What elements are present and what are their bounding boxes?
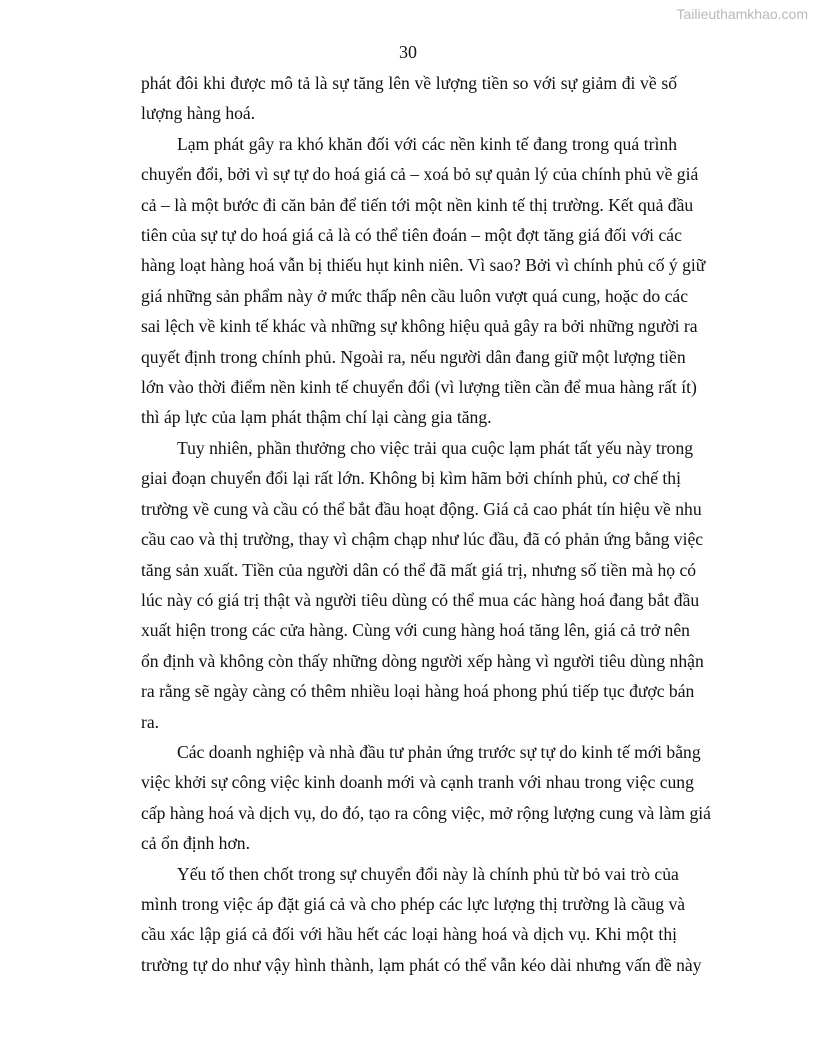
text-line: lượng hàng hoá. <box>141 103 256 124</box>
paragraph <box>141 433 704 737</box>
text-line: quyết định trong chính phủ. Ngoài ra, nếu người dân đang giữ một lượng tiền <box>141 346 686 367</box>
text-line: cấp hàng hoá và dịch vụ, do đó, tạo ra công việc, mở rộng lượng cung và làm giá <box>141 802 711 823</box>
text-line: hàng loạt hàng hoá vẫn bị thiếu hụt kinh niên. Vì sao? Bởi vì chính phủ cố ý giữ <box>141 255 706 276</box>
text-line: lớn vào thời điểm nền kinh tế chuyển đổi (vì lượng tiền cần để mua hàng rất ít) <box>141 377 697 398</box>
text-line: sai lệch về kinh tế khác và những sự không hiệu quả gây ra bởi những người ra <box>141 316 698 337</box>
text-line: ổn định và không còn thấy những dòng người xếp hàng vì người tiêu dùng nhận <box>141 650 704 671</box>
text-line: trường về cung và cầu có thể bắt đầu hoạt động. Giá cả cao phát tín hiệu về nhu <box>141 498 702 519</box>
text-line: việc khởi sự công việc kinh doanh mới và cạnh tranh với nhau trong việc cung <box>141 772 694 793</box>
text-line: giá những sản phẩm này ở mức thấp nên cầu luôn vượt quá cung, hoặc do các <box>141 285 689 306</box>
text-line: cả – là một bước đi căn bản để tiến tới một nền kinh tế thị trường. Kết quả đầu <box>141 194 694 215</box>
text-line: mình trong việc áp đặt giá cả và cho phép các lực lượng thị trường là cầug và <box>141 893 686 914</box>
text-line: Tuy nhiên, phần thưởng cho việc trải qua cuộc lạm phát tất yếu này trong <box>177 437 694 458</box>
text-line: tăng sản xuất. Tiền của người dân có thể đã mất giá trị, nhưng số tiền mà họ có <box>141 559 697 580</box>
text-line: ra. <box>141 711 160 732</box>
paragraph <box>141 737 711 859</box>
text-line: tiên của sự tự do hoá giá cả là có thể tiên đoán – một đợt tăng giá đối với các <box>141 225 682 246</box>
text-line: cầu xác lập giá cả đối với hầu hết các loại hàng hoá và dịch vụ. Khi một thị <box>141 924 677 945</box>
text-line: ra rằng sẽ ngày càng có thêm nhiều loại hàng hoá phong phú tiếp tục được bán <box>141 681 695 702</box>
paragraph <box>141 129 706 433</box>
text-line: Yếu tố then chốt trong sự chuyển đổi này là chính phủ từ bỏ vai trò của <box>177 863 679 884</box>
text-line: cầu cao và thị trường, thay vì chậm chạp như lúc đầu, đã có phản ứng bằng việc <box>141 529 704 550</box>
paragraph <box>141 68 677 129</box>
document-body <box>141 68 711 980</box>
text-line: xuất hiện trong các cửa hàng. Cùng với cung hàng hoá tăng lên, giá cả trở nên <box>141 620 690 641</box>
text-line: phát đôi khi được mô tả là sự tăng lên về lượng tiền so với sự giảm đi về số <box>141 73 677 93</box>
text-line: thì áp lực của lạm phát thậm chí lại càng gia tăng. <box>141 407 492 428</box>
text-line: lúc này có giá trị thật và người tiêu dùng có thể mua các hàng hoá đang bắt đầu <box>141 589 700 610</box>
text-line: cả ổn định hơn. <box>141 833 250 854</box>
text-line: giai đoạn chuyển đổi lại rất lớn. Không bị kìm hãm bởi chính phủ, cơ chế thị <box>141 468 681 489</box>
paragraph <box>141 859 702 981</box>
page-number: 30 <box>399 42 417 62</box>
text-line: Các doanh nghiệp và nhà đầu tư phản ứng trước sự tự do kinh tế mới bằng <box>177 741 701 762</box>
watermark: Tailieuthamkhao.com <box>676 6 808 22</box>
text-line: Lạm phát gây ra khó khăn đối với các nền kinh tế đang trong quá trình <box>177 133 677 154</box>
text-line: trường tự do như vậy hình thành, lạm phát có thể vẫn kéo dài nhưng vấn đề này <box>141 954 702 975</box>
text-line: chuyển đổi, bởi vì sự tự do hoá giá cả – xoá bỏ sự quản lý của chính phủ về giá <box>141 164 699 185</box>
